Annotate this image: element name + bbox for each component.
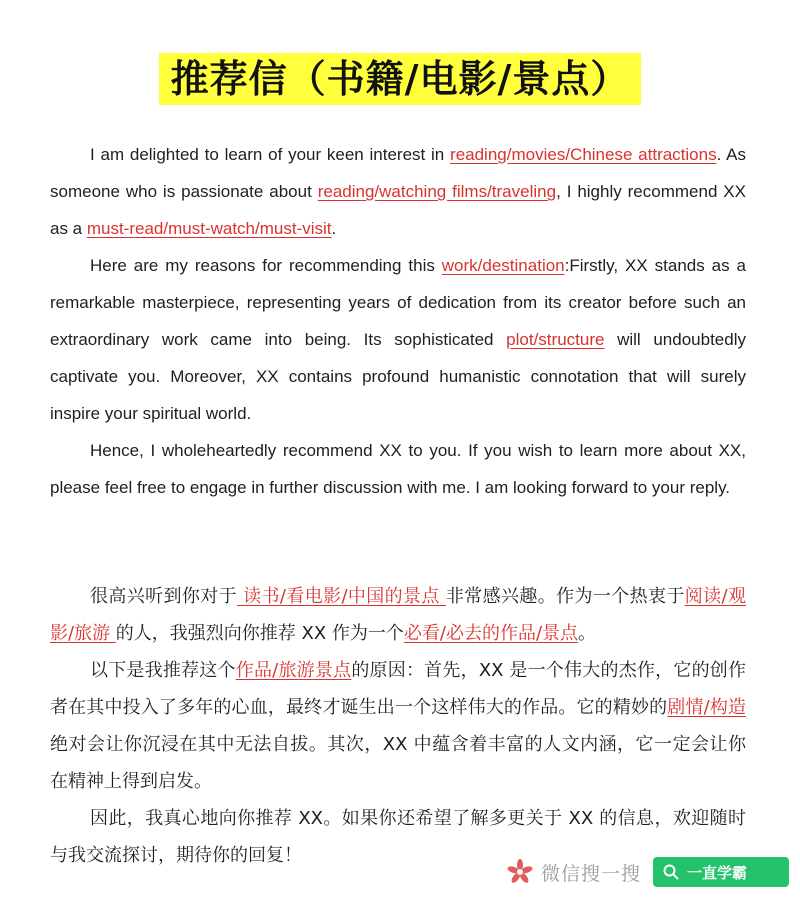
english-paragraph-2 xyxy=(50,247,746,432)
text-run: Here are my reasons for recommending this xyxy=(90,256,442,275)
search-icon xyxy=(663,864,679,880)
placeholder-passion: reading/watching films/traveling xyxy=(317,182,557,201)
search-account-label: 一直学霸 xyxy=(687,863,748,882)
text-run: 的原因：首先，XX 是一个伟大的杰作，它的创作者在其中投入了多年的心血，最终才诞生出一个这样伟大的作品。它的精妙的 xyxy=(50,660,746,718)
title-container xyxy=(0,53,800,105)
placeholder-plot-zh: 剧情/构造 xyxy=(667,697,746,718)
placeholder-must-zh: 必看/必去的作品/景点 xyxy=(403,623,579,644)
placeholder-work-zh: 作品/旅游景点 xyxy=(235,660,352,681)
page-title: 推荐信（书籍/电影/景点） xyxy=(159,53,642,105)
text-run: 的人，我强烈向你推荐 XX 作为一个 xyxy=(115,623,404,644)
text-run: I am delighted to learn of your keen interest in xyxy=(90,145,451,164)
english-letter xyxy=(50,136,746,506)
text-run: . As someone who is passionate about xyxy=(50,145,746,201)
placeholder-must: must-read/must-watch/must-visit xyxy=(86,219,332,238)
text-run: 非常感兴趣。作为一个热衷于 xyxy=(445,586,685,607)
watermark xyxy=(505,857,789,887)
text-run: 绝对会让你沉浸在其中无法自拔。其次，XX 中蕴含着丰富的人文内涵，它一定会让你在精神上得到启发。 xyxy=(50,734,746,792)
placeholder-interest-zh: 读书/看电影/中国的景点 xyxy=(237,586,446,607)
chinese-paragraph-3: 因此，我真心地向你推荐 XX。如果你还希望了解多更关于 XX 的信息，欢迎随时与我交流探讨，期待你的回复！ xyxy=(50,808,746,866)
chinese-letter xyxy=(50,578,746,874)
placeholder-plot: plot/structure xyxy=(506,330,605,349)
placeholder-work: work/destination xyxy=(441,256,565,275)
wechat-search-logo-icon xyxy=(505,857,535,887)
text-run: , I highly recommend XX as a xyxy=(50,182,746,238)
watermark-text: 微信搜一搜 xyxy=(541,862,642,885)
chinese-paragraph-1 xyxy=(50,578,746,652)
search-account-button[interactable] xyxy=(653,857,789,887)
placeholder-passion-zh: 阅读/观影/旅游 xyxy=(50,586,746,644)
text-run: 。 xyxy=(578,623,597,644)
english-paragraph-1 xyxy=(50,136,746,247)
text-run: 以下是我推荐这个 xyxy=(90,660,236,681)
english-paragraph-3: Hence, I wholeheartedly recommend XX to you. If you wish to learn more about XX, please feel free to engage in further discussion with me. I am looking forward to your reply. xyxy=(50,441,746,497)
text-run: will undoubtedly captivate you. Moreover, XX contains profound humanistic connotation that will surely inspire your spiritual world. xyxy=(50,330,746,423)
placeholder-interest: reading/movies/Chinese attractions xyxy=(450,145,717,164)
chinese-paragraph-2 xyxy=(50,652,746,800)
text-run: . xyxy=(331,219,337,238)
text-run: 很高兴听到你对于 xyxy=(90,586,238,607)
text-run: :Firstly, XX stands as a remarkable masterpiece, representing years of dedication from its creator before such an extraordinary work came into being. Its sophisticated xyxy=(50,256,747,349)
